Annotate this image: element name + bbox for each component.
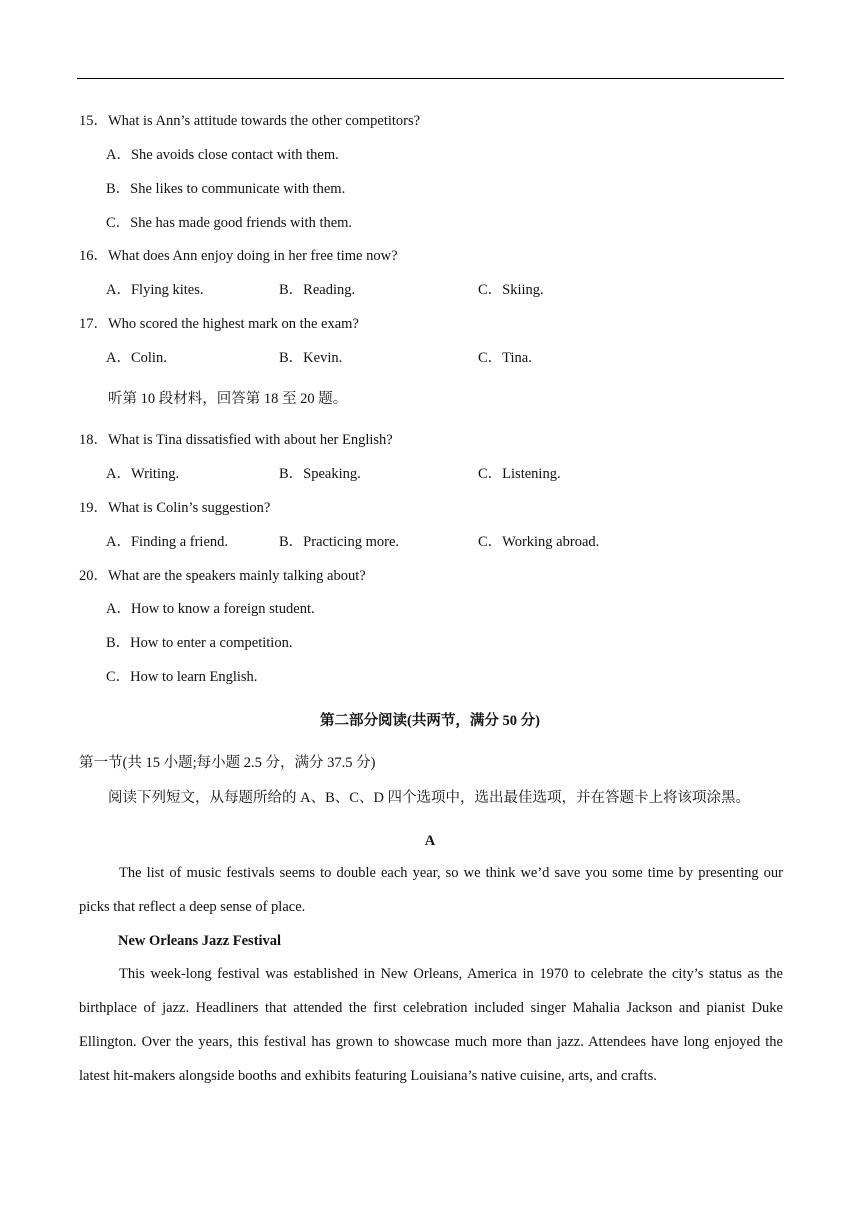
listening-instruction: 听第 10 段材料，回答第 18 至 20 题。 [108,391,348,407]
festival1-text: This week-long festival was established in New Orleans, America in 1970 to celebrate the city’s status as the birthplace of jazz. Headliners that attended the first celebration included singer Mahalia Jackson and pianist Duke Ellington. Over the years, this festival has grown to showcase much more than jazz. Attendees have long enjoyed the latest hit-makers alongside booths and exhibits featuring Louisiana’s native cuisine, arts, and crafts. [79,966,783,1084]
q18-option-c: C．Listening. [478,466,561,482]
part2-title: 第二部分阅读(共两节，满分 50 分) [320,713,540,729]
q16-option-c: C．Skiing. [478,282,544,298]
passage-intro-text: The list of music festivals seems to double each year, so we think we’d save you some time by presenting our picks that reflect a deep sense of place. [79,865,783,915]
festival1-paragraph [79,957,783,1093]
q17-option-c: C．Tina. [478,350,532,366]
festival1-title: New Orleans Jazz Festival [118,933,282,949]
q18-option-b: B．Speaking. [279,466,361,482]
q15-option-b: B．She likes to communicate with them. [106,181,346,197]
question-20: 20．What are the speakers mainly talking about? [79,568,366,584]
q20-option-c: C．How to learn English. [106,669,258,685]
q19-option-c: C．Working abroad. [478,534,600,550]
q19-option-b: B．Practicing more. [279,534,400,550]
q16-option-a: A．Flying kites. [106,282,204,298]
question-16: 16．What does Ann enjoy doing in her free time now? [79,248,398,264]
q15-option-c: C．She has made good friends with them. [106,215,353,231]
passage-intro [79,856,783,924]
q20-option-a: A．How to know a foreign student. [106,601,315,617]
q20-option-b: B．How to enter a competition. [106,635,293,651]
q17-option-a: A．Colin. [106,350,167,366]
q18-option-a: A．Writing. [106,466,180,482]
q19-option-a: A．Finding a friend. [106,534,229,550]
question-17: 17．Who scored the highest mark on the exam? [79,316,359,332]
section1-instruction: 阅读下列短文，从每题所给的 A、B、C、D 四个选项中，选出最佳选项，并在答题卡上将该项涂黑。 [108,790,751,806]
passage-label: A [424,833,436,849]
question-18: 18．What is Tina dissatisfied with about her English? [79,432,393,448]
question-19: 19．What is Colin’s suggestion? [79,500,271,516]
q15-option-a: A．She avoids close contact with them. [106,147,339,163]
header-rule [77,78,784,79]
q16-option-b: B．Reading. [279,282,356,298]
q17-option-b: B．Kevin. [279,350,343,366]
section1-title: 第一节(共 15 小题;每小题 2.5 分，满分 37.5 分) [79,755,376,771]
question-15: 15．What is Ann’s attitude towards the other competitors? [79,113,421,129]
